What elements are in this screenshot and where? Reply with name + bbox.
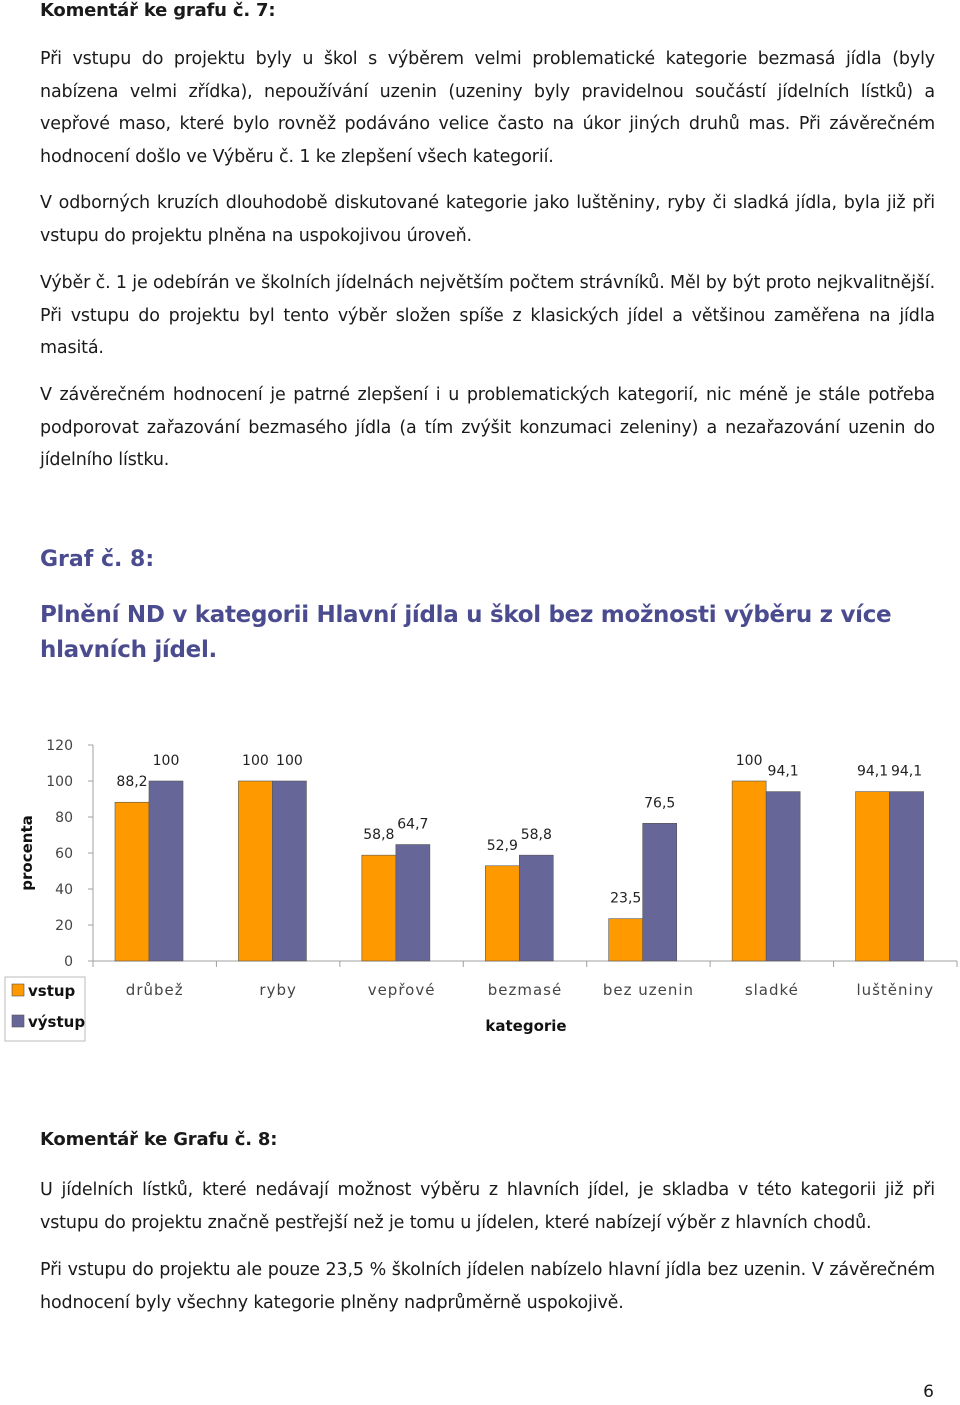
bar-vstup [238,781,272,961]
y-axis-title: procenta [18,815,36,891]
bar-výstup [272,781,306,961]
y-tick-label: 60 [55,846,73,862]
bar-vstup [115,802,149,961]
bar-výstup [519,855,553,961]
data-label: 100 [242,753,269,769]
data-label: 58,8 [363,827,395,844]
y-tick-label: 40 [55,882,73,898]
data-label: 100 [152,753,180,769]
x-axis-title: kategorie [485,1017,567,1035]
legend-label: vstup [28,982,76,1000]
data-label: 58,8 [520,827,552,844]
x-category-label: bez uzenin [602,981,695,999]
bar-vstup [732,781,766,961]
x-category-label: luštěniny [856,981,935,999]
y-tick-label: 100 [46,774,73,790]
graph8-label: Graf č. 8: [40,547,155,572]
legend-swatch-vstup [12,984,24,996]
bar-výstup [396,845,430,961]
graph8-title: Plnění ND v kategorii Hlavní jídla u škol bez možnosti výběru z více hlavních jídel. [40,602,892,663]
data-label: 94,1 [856,763,889,780]
x-category-label: vepřové [367,981,436,999]
comment7-paragraph-4: V závěrečném hodnocení je patrné zlepšení i u problematických kategorií, nic méně je stále potřeba podporovat zařazování bezmasého jídla (a tím zvýšit konzumaci zeleniny) a nezařazování uzenin do jídelního lístku. [40,385,935,470]
legend-label: výstup [28,1013,86,1031]
data-label: 76,5 [644,795,676,812]
bar-vstup [609,919,643,961]
legend-swatch-výstup [12,1015,24,1027]
bar-vstup [362,855,396,961]
data-label: 100 [276,753,303,769]
bar-výstup [149,781,183,961]
comment8-paragraph-2: Při vstupu do projektu ale pouze 23,5 % školních jídelen nabízelo hlavní jídla bez uzenin. V závěrečném hodnocení byly všechny kategorie plněny nadprůměrně uspokojivě. [40,1260,935,1313]
x-category-label: bezmasé [487,981,563,999]
bar-výstup [766,792,800,961]
comment8-heading: Komentář ke Grafu č. 8: [40,1129,278,1150]
data-label: 100 [735,753,763,769]
data-label: 94,1 [767,763,799,780]
x-category-label: sladké [744,981,799,999]
bar-výstup [643,823,677,961]
x-category-label: drůbež [125,981,184,999]
page-number: 6 [923,1382,934,1402]
comment7-paragraph-3: Výběr č. 1 je odebírán ve školních jídelnách největším počtem strávníků. Měl by být proto nejkvalitnější. Při vstupu do projektu byl tento výběr složen spíše z klasických jídel a většinou zaměřena na jídla masitá. [40,273,935,358]
data-label: 88,2 [116,774,148,791]
y-tick-label: 0 [64,954,73,970]
y-tick-label: 20 [55,918,73,934]
comment7-paragraph-1: Při vstupu do projektu byly u škol s výběrem velmi problematické kategorie bezmasá jídla (byly nabízena velmi zřídka), nepoužívání uzenin (uzeniny byly pravidelnou součástí jídelních lístků) a vepřové maso, které bylo rovněž podáváno velice často na úkor jiných druhů mas. Při závěrečném hodnocení došlo ve Výběru č. 1 ke zlepšení všech kategorií. [40,49,935,167]
y-tick-label: 80 [55,810,73,826]
data-label: 64,7 [397,816,429,833]
data-label: 23,5 [610,890,642,907]
comment7-paragraph-2: V odborných kruzích dlouhodobě diskutované kategorie jako luštěniny, ryby či sladká jídla, byla již při vstupu do projektu plněna na uspokojivou úroveň. [40,193,935,246]
x-category-label: ryby [259,981,297,999]
bar-výstup [890,792,924,961]
bar-chart [0,725,960,1050]
bar-vstup [485,866,519,961]
comment8-paragraph-1: U jídelních lístků, které nedávají možnost výběru z hlavních jídel, je skladba v této kategorii již při vstupu do projektu značně pestřejší než je tomu u jídelen, které nabízejí výběr z hlavních chodů. [40,1180,935,1233]
y-tick-label: 120 [46,738,73,754]
data-label: 94,1 [890,763,923,780]
bar-vstup [856,792,890,961]
data-label: 52,9 [486,837,518,854]
comment7-heading: Komentář ke grafu č. 7: [40,0,276,21]
